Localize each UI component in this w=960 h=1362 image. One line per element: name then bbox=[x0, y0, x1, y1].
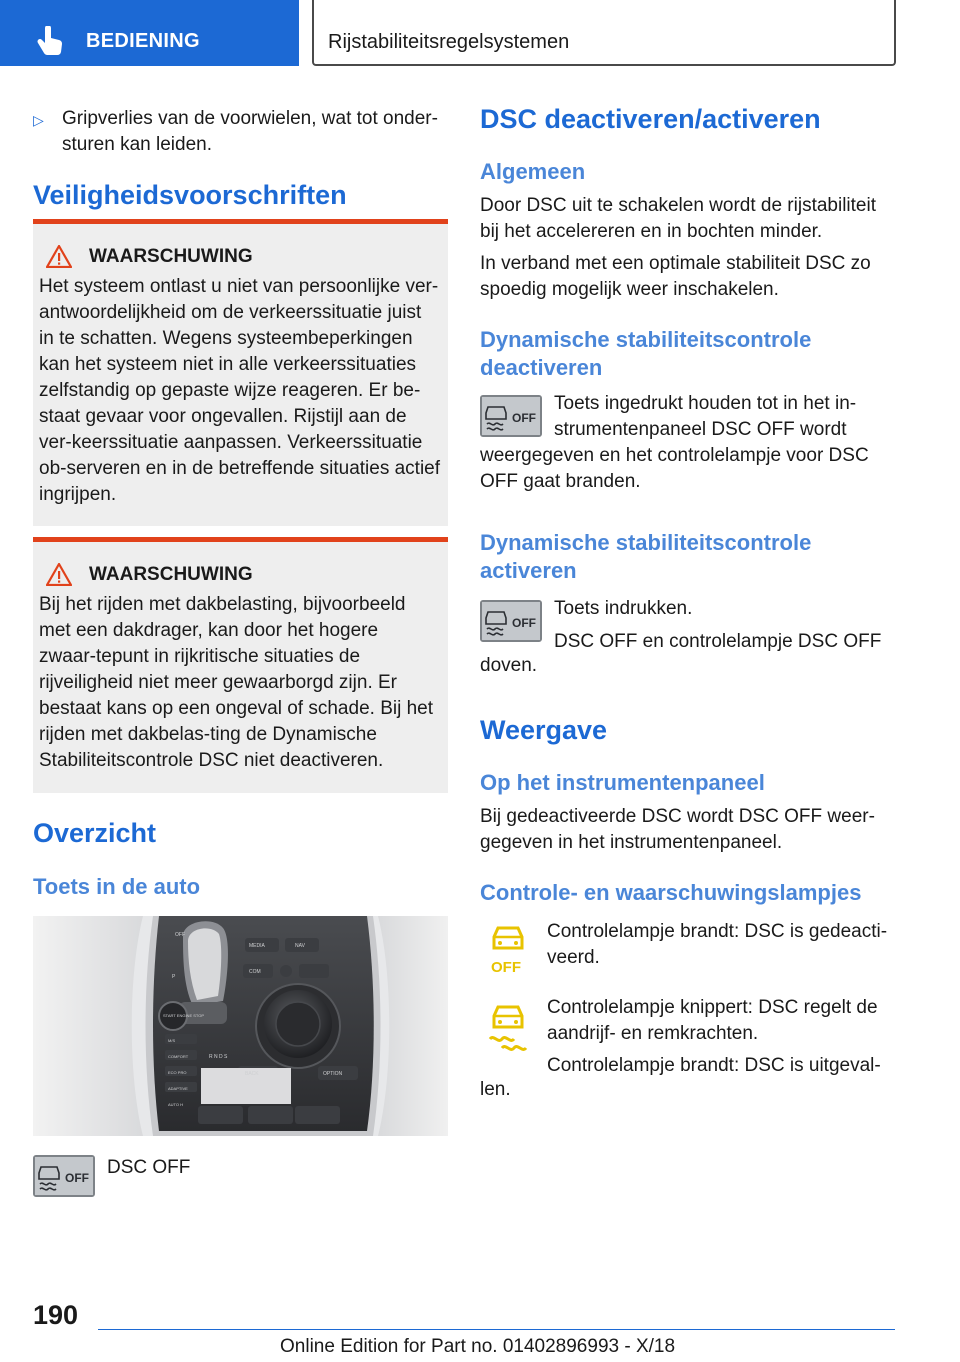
start-stop-label: START ENGINE STOP bbox=[163, 1013, 205, 1018]
mode-ecopro-label: ECO PRO bbox=[168, 1070, 187, 1075]
svg-text:OFF: OFF bbox=[491, 959, 521, 976]
activate-text-1: Toets indrukken. bbox=[554, 598, 693, 619]
svg-text:OFF: OFF bbox=[512, 616, 536, 630]
lamps-heading: Controle- en waarschuwingslampjes bbox=[480, 880, 862, 905]
activate-heading: Dynamische stabiliteitscontrole activeren bbox=[480, 530, 812, 583]
general-heading: Algemeen bbox=[480, 159, 586, 184]
dsc-off-key-icon bbox=[33, 1155, 95, 1197]
mode-autoh-label: AUTO H bbox=[168, 1102, 184, 1107]
lamp3-text: Controlelampje brandt: DSC is uitgeval- bbox=[547, 1055, 881, 1076]
com-label: COM bbox=[249, 969, 261, 975]
lamp1-text: Controlelampje brandt: DSC is gedeacti-veerd. bbox=[547, 921, 888, 968]
dsc-off-lamp-icon bbox=[488, 924, 528, 976]
button-heading: Toets in de auto bbox=[33, 874, 201, 899]
mode-comfort-label: COMFORT bbox=[168, 1054, 189, 1059]
lamp2-text: Controlelampje knippert: DSC regelt de aandrijf- en remkrachten. bbox=[547, 997, 878, 1044]
section-tab[interactable] bbox=[0, 0, 299, 66]
lamp3-text-cont: len. bbox=[480, 1079, 511, 1100]
warning-text: Het systeem ontlast u niet van persoonlijke ver-antwoordelijkheid om de verkeerssituatie juist in te schatten. Wegens systeembeperkingen kan het systeem niet in alle verkeerssituaties zelfstandig op gepaste wijze reageren. Er be-staat gevaar voor ongevallen. Rijstijl aan de ver-keerssituatie aanpassen. Verkeerssituatie ob-serveren en in de betreffende situaties actief ingrijpen. bbox=[39, 276, 441, 505]
dsc-off-key-icon bbox=[480, 395, 542, 437]
mode-adaptive-label: ADAPTIVE bbox=[168, 1086, 188, 1091]
warning-box-2 bbox=[33, 537, 448, 793]
section-label: BEDIENING bbox=[86, 30, 200, 52]
activate-text-2-cont: doven. bbox=[480, 655, 538, 676]
overview-heading: Overzicht bbox=[33, 818, 157, 848]
svg-text:OFF: OFF bbox=[512, 411, 536, 425]
general-paragraph-1: Door DSC uit te schakelen wordt de rijstabiliteit bij het accelereren en in bochten minder. bbox=[480, 195, 877, 242]
gears-label: R N D S bbox=[209, 1054, 228, 1060]
warning-box-1 bbox=[33, 219, 448, 526]
warning-text: Bij het rijden met dakbelasting, bijvoorbeeld met een dakdrager, kan door het hogere zwaar-tepunt in rijkritische situaties de rijveiligheid niet meer gewaarborgd zijn. Er bestaat kans op een ongeval of schade. Bij het rijden met dakbelas-ting de Dynamische Stabiliteitscontrole DSC niet deactiveren. bbox=[39, 594, 433, 771]
panel-text: Bij gedeactiveerde DSC wordt DSC OFF weer-gegeven in het instrumentenpaneel. bbox=[480, 806, 875, 853]
nav-label: NAV bbox=[295, 943, 305, 949]
back-label: BACK bbox=[245, 1071, 259, 1077]
display-heading: Weergave bbox=[480, 715, 608, 745]
dsc-off-key-icon bbox=[480, 600, 542, 642]
bullet-item bbox=[33, 106, 443, 158]
deactivate-text: Toets ingedrukt houden tot in het in-strumentenpaneel DSC OFF wordt bbox=[554, 393, 857, 440]
off-label: OFF bbox=[175, 932, 185, 938]
center-console-illustration bbox=[33, 916, 448, 1136]
deactivate-heading: Dynamische stabiliteitscontrole deactiveren bbox=[480, 327, 812, 380]
warning-triangle-icon bbox=[46, 563, 72, 586]
center-console-photo bbox=[33, 916, 448, 1136]
main-heading: DSC deactiveren/activeren bbox=[480, 104, 821, 134]
general-paragraph-2: In verband met een optimale stabiliteit DSC zo spoedig mogelijk weer inschakelen. bbox=[480, 253, 871, 300]
media-label: MEDIA bbox=[249, 943, 265, 949]
activate-text-2: DSC OFF en controlelampje DSC OFF bbox=[554, 631, 882, 652]
chapter-title: Rijstabiliteitsregelsystemen bbox=[328, 31, 570, 53]
panel-heading: Op het instrumentenpaneel bbox=[480, 770, 765, 795]
button-caption: DSC OFF bbox=[107, 1157, 191, 1178]
svg-text:OFF: OFF bbox=[65, 1171, 89, 1185]
page-number: 190 bbox=[33, 1300, 79, 1330]
bullet-text: Gripverlies van de voorwielen, wat tot onder-sturen kan leiden. bbox=[62, 108, 438, 155]
deactivate-text-cont: weergegeven en het controlelampje voor DSC OFF gaat branden. bbox=[480, 445, 869, 492]
warning-triangle-icon bbox=[46, 245, 72, 268]
safety-heading: Veiligheidsvoorschriften bbox=[33, 180, 347, 210]
hand-pointer-icon bbox=[37, 26, 65, 56]
warning-title: WAARSCHUWING bbox=[89, 245, 253, 267]
footer-divider bbox=[98, 1329, 895, 1330]
dsc-active-lamp-icon bbox=[486, 1003, 530, 1053]
bullet-triangle-icon: ▷ bbox=[33, 112, 44, 128]
mode-ms-label: M/S bbox=[168, 1038, 176, 1043]
chapter-header bbox=[312, 0, 896, 66]
warning-title: WAARSCHUWING bbox=[89, 563, 253, 585]
option-label: OPTION bbox=[323, 1071, 343, 1077]
edition-text: Online Edition for Part no. 01402896993 - X/18 bbox=[280, 1336, 676, 1357]
park-label: P bbox=[172, 974, 176, 980]
